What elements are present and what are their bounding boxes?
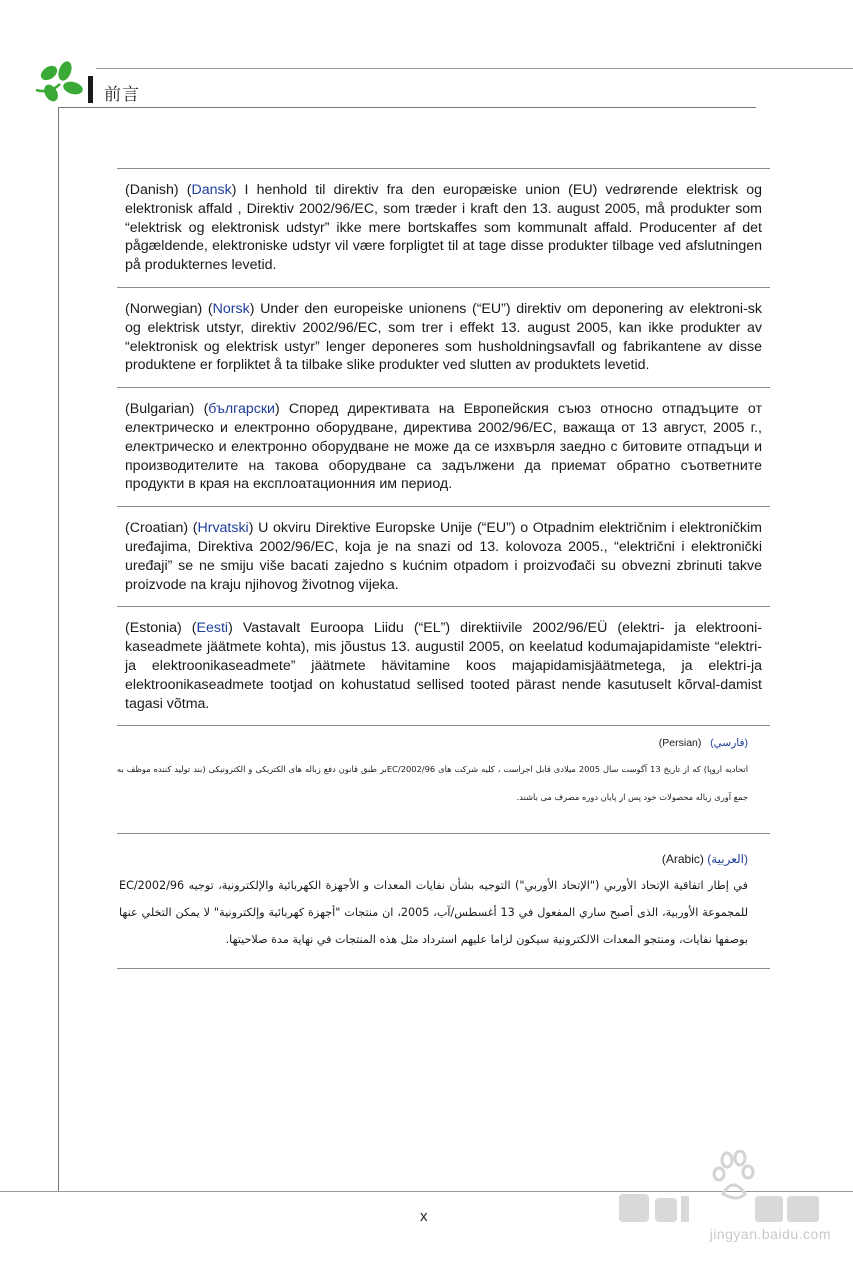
section-heading bbox=[117, 737, 770, 749]
paragraph: (Bulgarian) (български) Според директивата на Европейския съюз относно отпадъците от електрическо и електронно оборудване, директива 2002/96/EC, важаща от 13 август, 2005 г., електрическо и електронно оборудване не може да се изхвърля заедно с битовите отпадъци и производителите на такова оборудване са задължени да приемат обратно съответните продукти в края на експлоатационния им период. bbox=[125, 401, 762, 493]
paragraph: (Norwegian) (Norsk) Under den europeiske unionens (“EU”) direktiv om deponering av elektroni-sk og elektrisk utstyr, direktiv 2002/96/EC, som trer i effekt 13. august 2005, kan ikke produkter av “elektronisk og elektrisk ustyr” lenger deponeres som husholdningsavfall og fabrikantene av disse produktene er forpliktet å ta tilbake slike produkter ved slutten av produktets levetid. bbox=[125, 300, 762, 374]
lang-label-en: (Croatian) bbox=[125, 520, 189, 537]
lang-label-native: български bbox=[208, 401, 275, 418]
lang-label-native: Dansk bbox=[191, 182, 232, 198]
paragraph: (Croatian) (Hrvatski) U okviru Direktive Europske Unije (“EU”) o Otpadnim električnim i elektroničkim uređajima, Direktiva 2002/96/EC, koja je na snazi od 13. kolovoza 2005., “električni i elektronički uređaji” se ne smiju više bacati zajedno s kućnim otpadom i proizvođači su obvezni zbrinuti takve proizvode na kraju njihovog životnog vijeka. bbox=[125, 520, 762, 593]
section-text: Under den europeiske unionens (“EU”) direktiv om deponering av elektroni-sk og elektrisk utstyr, direktiv 2002/96/EC, som trer i effekt 13. august 2005, kan ikke produkter av “elektronisk og elektrisk ustyr” lenger deponeres som husholdningsavfall og fabrikantene av disse produktene er forpliktet å ta tilbake slike produkter ved slutten av produktets levetid. bbox=[125, 300, 762, 374]
section-norwegian bbox=[117, 287, 770, 387]
section-estonian bbox=[117, 606, 770, 726]
section-croatian bbox=[117, 506, 770, 606]
section-arabic bbox=[117, 852, 770, 969]
section-heading bbox=[117, 852, 770, 866]
lang-label-native: (فارسي) bbox=[710, 737, 748, 749]
clover-logo bbox=[32, 60, 86, 106]
lang-label-native: Norsk bbox=[212, 300, 250, 317]
language-sections bbox=[117, 168, 770, 726]
section-persian bbox=[117, 737, 770, 834]
lang-label-en: (Danish) bbox=[125, 182, 179, 198]
lang-label-en: (Estonia) bbox=[125, 620, 182, 637]
header-rule bbox=[96, 68, 853, 69]
lang-label-en: (Norwegian) bbox=[125, 300, 203, 317]
page-number: x bbox=[420, 1208, 428, 1225]
lang-label-native: (العربية) bbox=[707, 852, 748, 866]
lang-label-native: Eesti bbox=[196, 620, 229, 637]
section-text: U okviru Direktive Europske Unije (“EU”) o Otpadnim električnim i elektroničkim uređajima, Direktiva 2002/96/EC, koja je na snazi od 13. kolovoza 2005., “električni i elektronički uređaji” se ne smiju više bacati zajedno s kućnim otpadom i proizvođači su obvezni zbrinuti takve proizvode na kraju njihovog životnog vijeka. bbox=[125, 520, 762, 593]
section-text: Според директивата на Европейския съюз относно отпадъците от електрическо и електронно оборудване, директива 2002/96/EC, важаща от 13 август, 2005 г., електрическо и електронно оборудване не може да се изхвърля заедно с битовите отпадъци и производителите на такова оборудване са задължени да приемат обратно съответните продукти в края на експлоатационния им период. bbox=[125, 401, 762, 493]
lang-label-en: (Bulgarian) bbox=[125, 401, 195, 418]
section-danish bbox=[117, 168, 770, 287]
section-bulgarian bbox=[117, 387, 770, 506]
header-marker bbox=[88, 76, 93, 103]
lang-label-en: (Arabic) bbox=[661, 852, 704, 866]
page-title: 前言 bbox=[104, 85, 140, 105]
section-text: Vastavalt Euroopa Liidu (“EL”) direktiivile 2002/96/EÜ (elektri- ja elektrooni-kaseadmete jäätmete kohta), mis jõustus 13. augustil 2005, on keelatud kodumajapidamiste “elektri- ja elektroonikaseadmete” jäätmete hävitamine koos majapidamisjäätmetega, ja elektri-ja elektroonikaseadmete tootjad on kohustatud sellised tooted pärast nende kasutuselt kõrval-damist tagasi võtma. bbox=[125, 620, 762, 712]
lang-label-native: Hrvatski bbox=[197, 520, 249, 537]
watermark-text: jingyan.baidu.com bbox=[709, 1226, 831, 1242]
frame-left-rule bbox=[58, 107, 59, 1192]
lang-label-en: (Persian) bbox=[658, 737, 702, 749]
paragraph: (Danish) (Dansk) I henhold til direktiv fra den europæiske union (EU) vedrørende elektrisk og elektronisk affald , Direktiv 2002/96/EC, som træder i kraft den 13. august 2005, må produkter som “elektrisk og elektronisk udstyr” ikke mere bortskaffes som kommunalt affald. Producenter af det pågældende, elektroniske udstyr vil være forpligtet til at tage disse produkter tilbage ved afslutningen på produkternes levetid. bbox=[125, 182, 762, 274]
paragraph: (Estonia) (Eesti) Vastavalt Euroopa Liidu (“EL”) direktiivile 2002/96/EÜ (elektri- ja elektrooni-kaseadmete jäätmete kohta), mis jõustus 13. augustil 2005, on keelatud kodumajapidamiste “elektri- ja elektroonikaseadmete” jäätmete hävitamine koos majapidamisjäätmetega, ja elektri-ja elektroonikaseadmete tootjad on kohustatud sellised tooted pärast nende kasutuselt kõrval-damist tagasi võtma. bbox=[125, 620, 762, 712]
section-text: في إطار اتفاقية الإتحاد الأوربي ("الإتحاد الأوربي") التوجيه بشأن نفايات المعدات و الأجهزة الكهربائية والإلكترونية، توجيه 2002/96/EC للمجموعة الأوربية، الذى أصبح ساري المفعول في 13 أغسطس/آب، 2005، ان منتجات "أجهزة كهربائية وإلكترونية" لا يمكن التخلي عنها بوصفها نفايات، ومنتجو المعدات الالكترونية سيكون لزاما عليهم استرداد مثل هذه المنتجات في نهاية مدة صلاحيتها. bbox=[119, 879, 748, 946]
frame-top-rule bbox=[58, 107, 756, 108]
section-text: اتحادیه اروپا) که از تاریخ 13 آگوست سال 2005 میلادی قابل اجراست ، کلیه شرکت های 2002/96/ECبر طبق قانون دفع زباله های الکتریکی و الکترونیکی (بند تولید کننده موظف به جمع آوری زباله محصولات خود پس از پایان دوره مصرف می باشند. bbox=[117, 764, 749, 802]
section-text: I henhold til direktiv fra den europæiske union (EU) vedrørende elektrisk og elektronisk affald , Direktiv 2002/96/EC, som træder i kraft den 13. august 2005, må produkter som “elektrisk og elektronisk udstyr” ikke mere bortskaffes som kommunalt affald. Producenter af det pågældende, elektroniske udstyr vil være forpligtet til at tage disse produkter tilbage ved afslutningen på produkternes levetid. bbox=[125, 182, 762, 274]
